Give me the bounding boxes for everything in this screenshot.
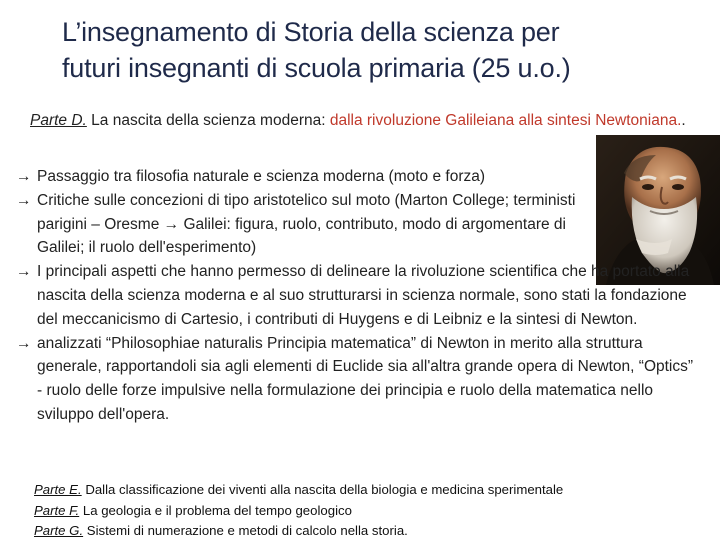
arrow-right-icon: → [16,191,32,209]
other-parts-list [34,480,714,542]
part-e-line [34,480,714,501]
part-f-text: La geologia e il problema del tempo geologico [79,502,352,518]
bullet-text: Passaggio tra filosofia naturale e scienza moderna (moto e forza) [37,168,486,185]
part-d-text: La nascita della scienza moderna: [86,112,330,129]
bullet-text: analizzati “Philosophiae naturalis Principia matematica” di Newton in merito alla struttura generale, rapportandoli sia agli elementi di Euclide sia all'altra grande opera di Newton, “Optics” - ruolo delle forze impulsive nella formulazione dei principia e ruolo della matematica nello sviluppo dell'opera. [37,334,694,423]
title-line-1: L’insegnamento di Storia della scienza per [62,17,560,47]
part-g-text: Sistemi di numerazione e metodi di calcolo nella storia. [83,523,408,538]
part-d-highlight: dalla rivoluzione Galileiana alla sintesi Newtoniana. [329,112,682,129]
bullet-text: I principali aspetti che hanno permesso di delineare la rivoluzione scientifica che ha portato alla nascita della scienza moderna e al suo strutturarsi in scienza normale, sono stati la fondazione del meccanicismo di Cartesio, i contributi di Huygens e di Leibniz e la sintesi di Newton. [37,263,690,328]
part-f-label: Parte F. [34,502,80,518]
part-f-line [34,501,714,522]
part-d-label: Parte D. [30,112,87,129]
bullet-item [16,165,597,189]
part-d-heading [30,110,710,131]
title-line-2: futuri insegnanti di scuola primaria (25 u.o.) [62,53,571,83]
part-g-line [34,521,714,542]
bullet-item [16,332,696,427]
arrow-right-icon: → [16,263,32,281]
arrow-right-icon: → [16,168,32,185]
bullet-item [16,260,696,331]
slide-title [62,14,662,86]
arrow-right-icon: → [16,334,32,352]
part-g-label: Parte G. [34,523,84,538]
part-d-tail: . [681,112,686,129]
bullet-text: Critiche sulle concezioni di tipo aristotelico sul moto (Marton College; terministi parigini – Oresme → Galilei: figura, ruolo, contributo, modo di argomentare di Galilei; il ruolo dell'esperimento) [37,191,576,257]
bullet-item [16,189,577,260]
part-e-label: Parte E. [34,482,82,497]
part-e-text: Dalla classificazione dei viventi alla nascita della biologia e medicina sperimentale [81,482,564,497]
bullet-list [16,165,696,427]
